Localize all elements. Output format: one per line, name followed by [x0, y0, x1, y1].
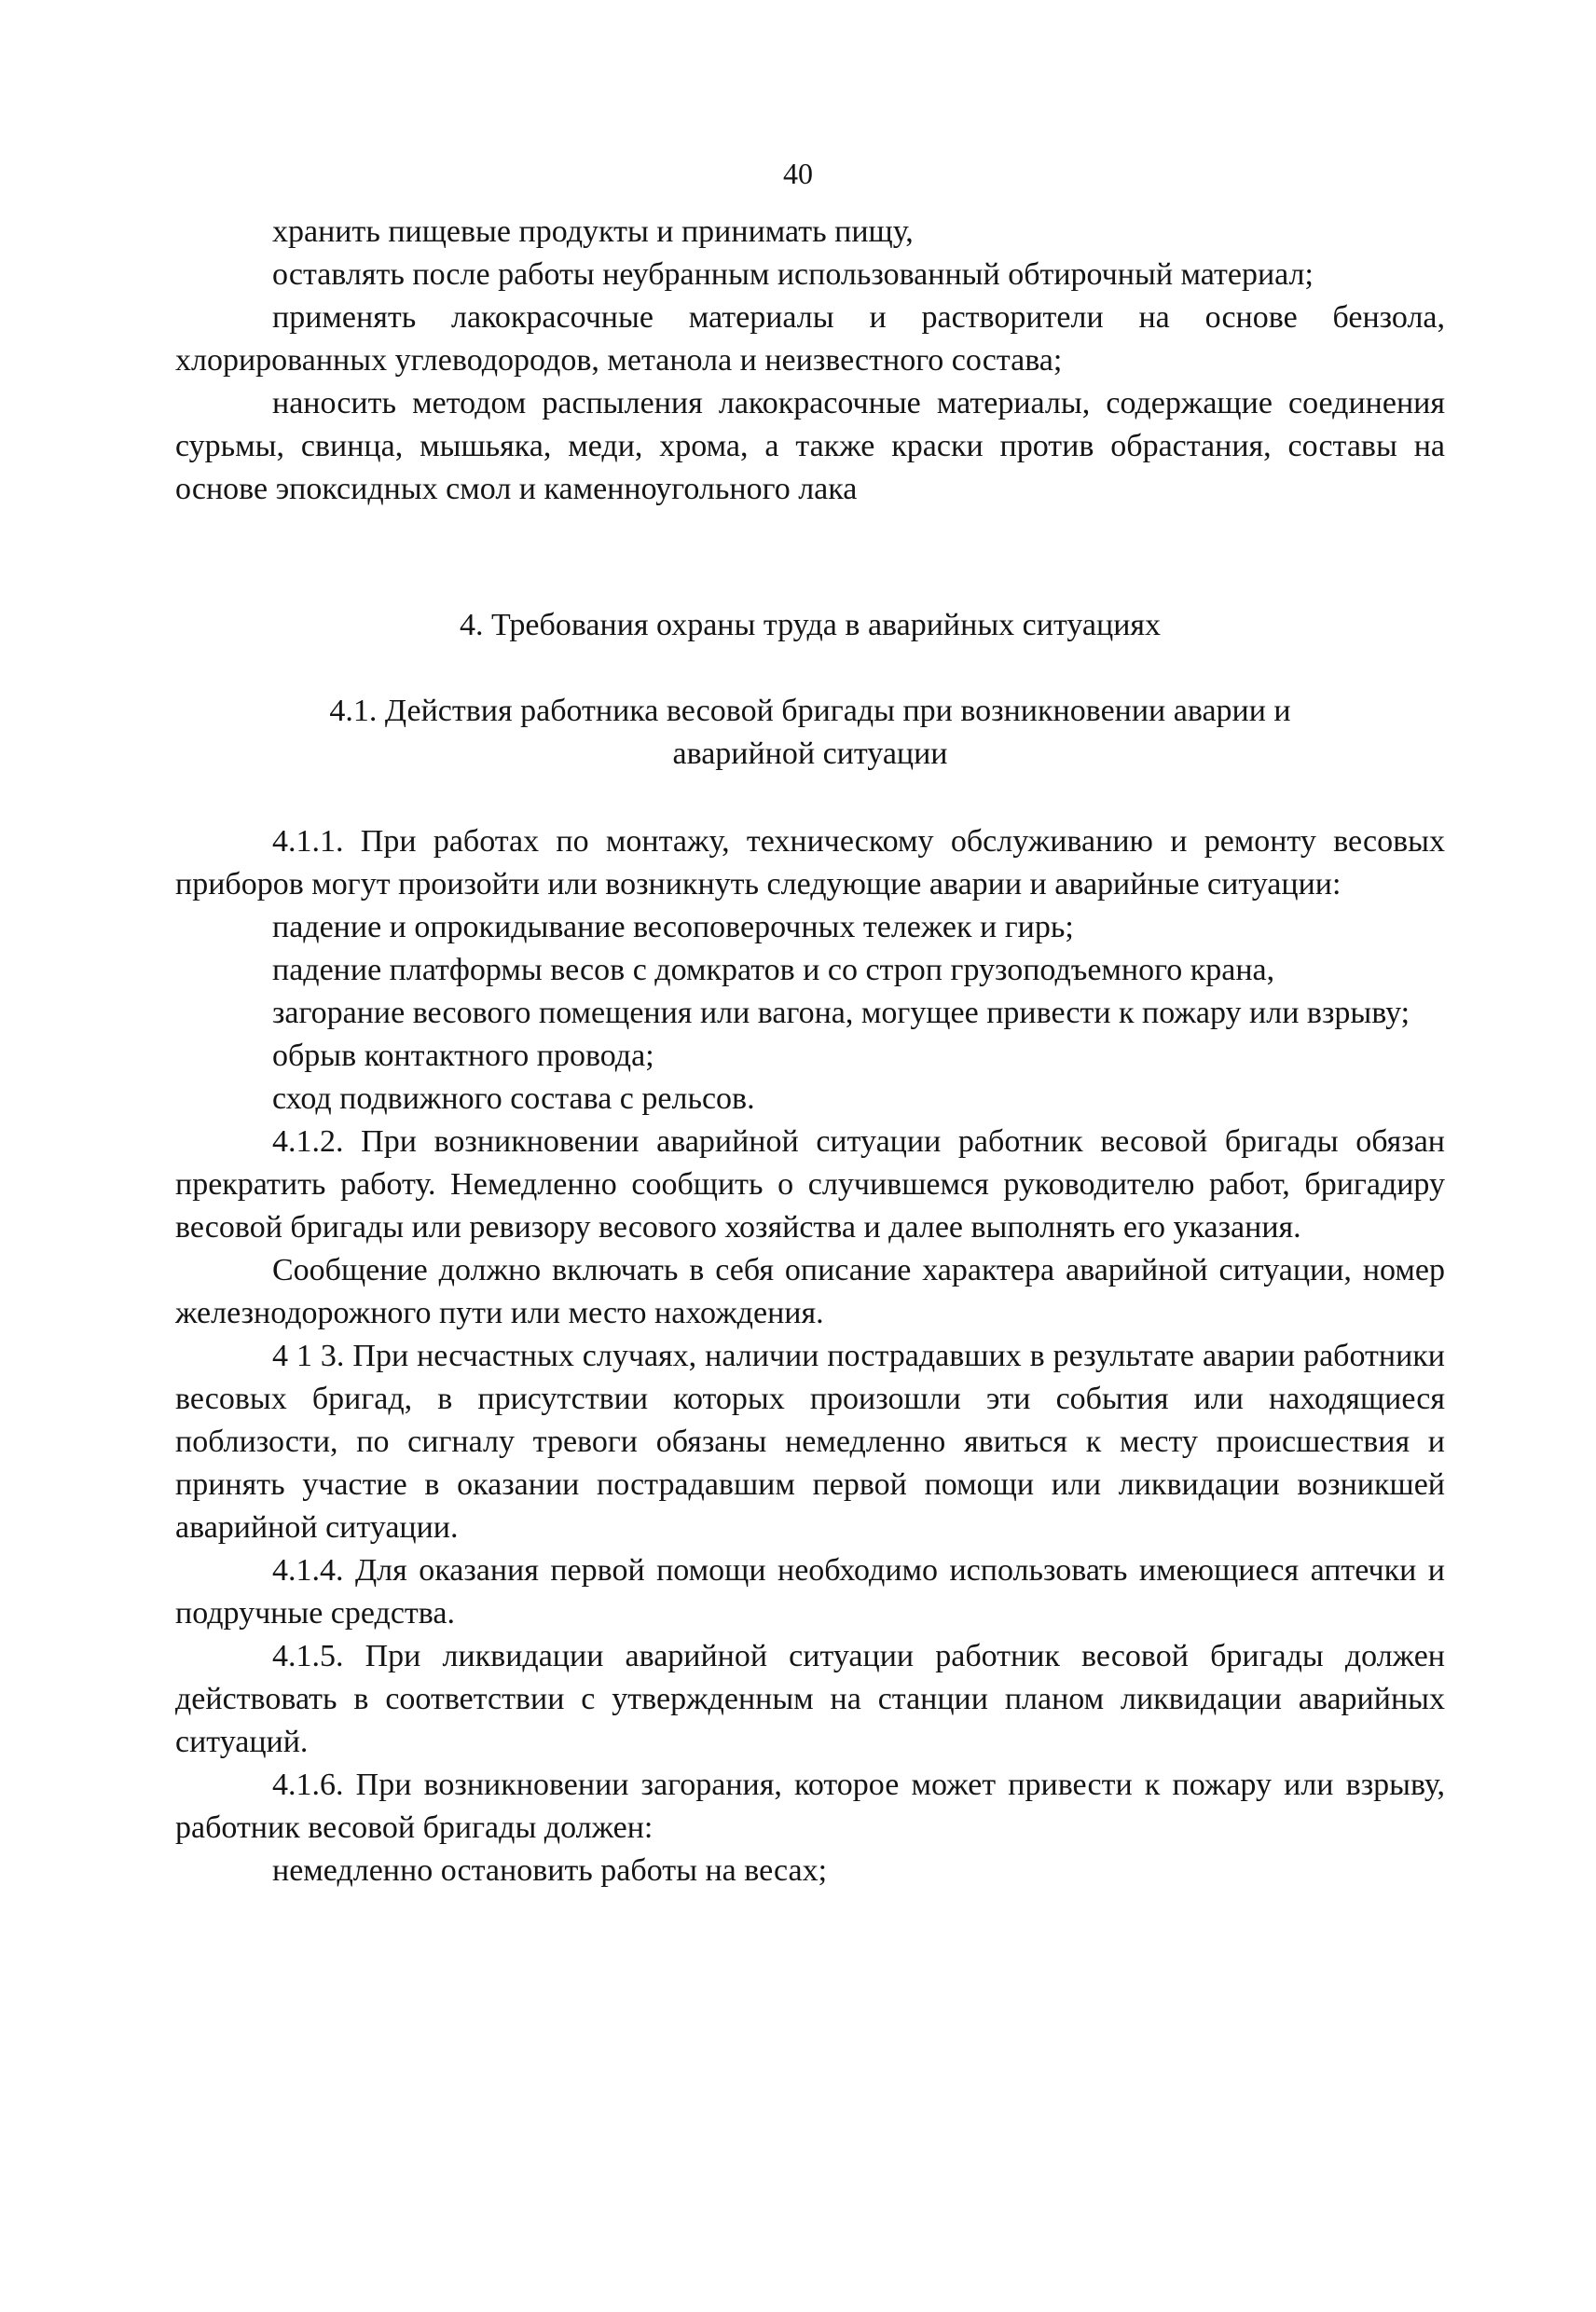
subsection-heading [175, 690, 1445, 776]
subsection-title-line-2: аварийной ситуации [672, 736, 948, 771]
section-heading [175, 604, 1445, 647]
paragraph: немедленно остановить работы на весах; [272, 1853, 828, 1888]
page-number: 40 [783, 157, 813, 190]
paragraph: Сообщение должно включать в себя описание характера аварийной ситуации, номер железнодорожного пути или место нахождения. [175, 1253, 1445, 1330]
paragraph: 4.1.2. При возникновении аварийной ситуации работник весовой бригады обязан прекратить работу. Немедленно сообщить о случившемся руководителю работ, бригадиру весовой бригады или ревизору весового хозяйства и далее выполнять его указания. [175, 1124, 1445, 1245]
paragraph: 4.1.4. Для оказания первой помощи необходимо использовать имеющиеся аптечки и подручные средства. [175, 1553, 1445, 1631]
paragraph: хранить пищевые продукты и принимать пищу, [272, 214, 914, 249]
paragraph: применять лакокрасочные материалы и растворители на основе бензола, хлорированных углеводородов, метанола и неизвестного состава; [175, 300, 1445, 378]
paragraph: сход подвижного состава с рельсов. [272, 1081, 755, 1116]
paragraph: падение и опрокидывание весоповерочных тележек и гирь; [272, 910, 1074, 944]
paragraph: загорание весового помещения или вагона, могущее привести к пожару или взрыву; [272, 996, 1410, 1030]
text-block-emergency-actions [175, 820, 1445, 1892]
paragraph: 4.1.1. При работах по монтажу, техническому обслуживанию и ремонту весовых приборов могут произойти или возникнуть следующие аварии и аварийные ситуации: [175, 824, 1445, 901]
paragraph: 4.1.5. При ликвидации аварийной ситуации работник весовой бригады должен действовать в соответствии с утвержденным на станции планом ликвидации аварийных ситуаций. [175, 1639, 1445, 1759]
paragraph: 4 1 3. При несчастных случаях, наличии пострадавших в результате аварии работники весовых бригад, в присутствии которых произошли эти события или находящиеся поблизости, по сигналу тревоги обязаны немедленно явиться к месту происшествия и принять участие в оказании пострадавшим первой помощи или ликвидации возникшей аварийной ситуации. [175, 1339, 1445, 1545]
paragraph: 4.1.6. При возникновении загорания, которое может привести к пожару или взрыву, работник весовой бригады должен: [175, 1768, 1445, 1845]
section-title: 4. Требования охраны труда в аварийных ситуациях [459, 608, 1162, 642]
subsection-title-line-1: 4.1. Действия работника весовой бригады при возникновении аварии и [329, 694, 1291, 728]
paragraph: наносить методом распыления лакокрасочные материалы, содержащие соединения сурьмы, свинца, мышьяка, меди, хрома, а также краски против обрастания, составы на основе эпоксидных смол и каменноугольного лака [175, 386, 1445, 506]
text-block-prohibitions [175, 211, 1445, 511]
paragraph: оставлять после работы неубранным использованный обтирочный материал; [272, 257, 1314, 292]
paragraph: падение платформы весов с домкратов и со строп грузоподъемного крана, [272, 953, 1275, 987]
paragraph: обрыв контактного провода; [272, 1039, 654, 1073]
